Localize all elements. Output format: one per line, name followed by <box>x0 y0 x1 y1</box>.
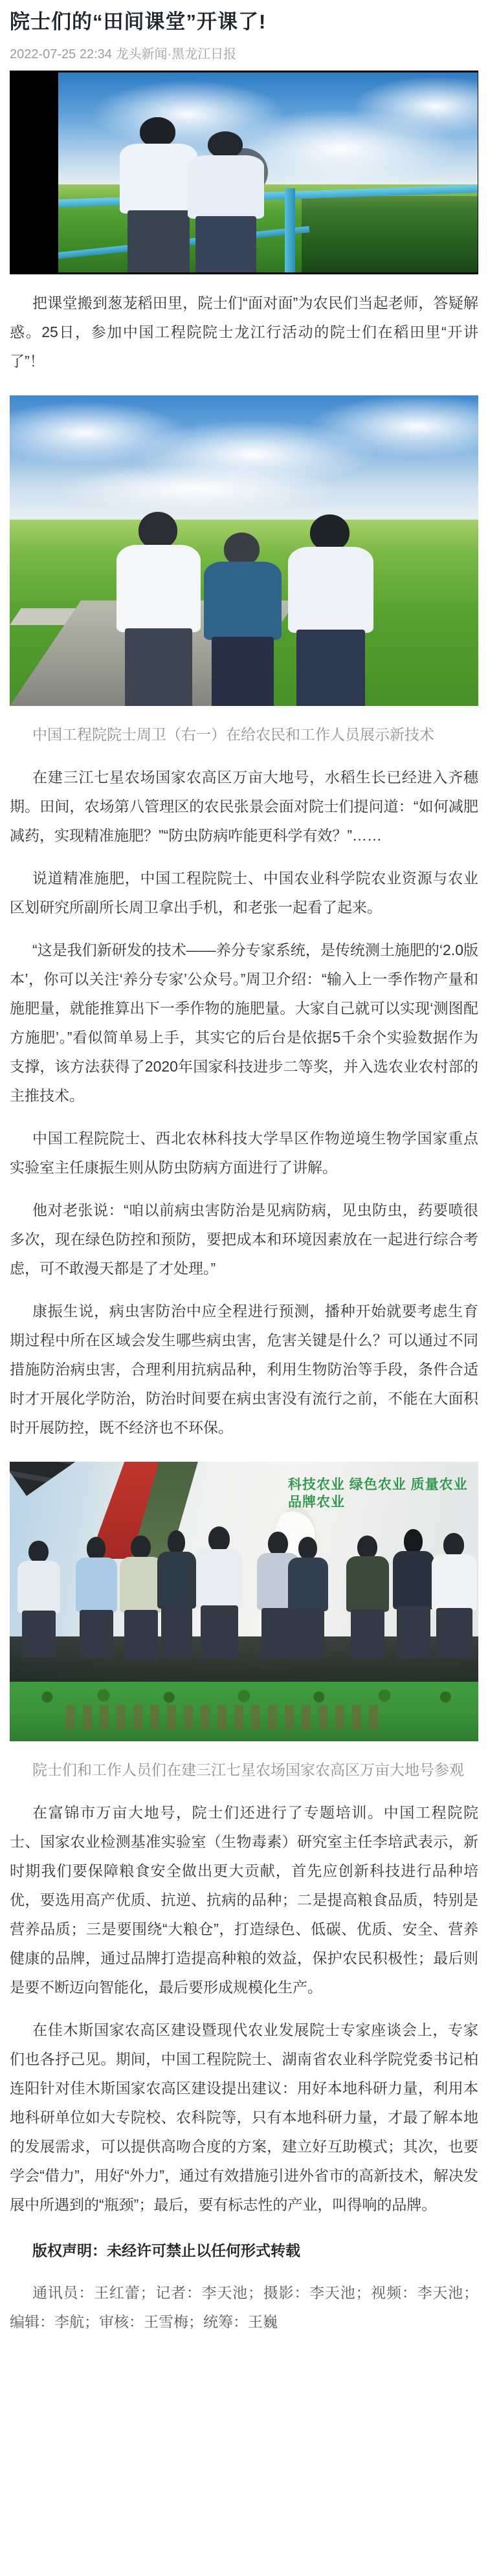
article-title: 院士们的“田间课堂”开课了! <box>10 10 267 33</box>
video-player[interactable] <box>10 71 478 274</box>
article-paragraph: 把课堂搬到葱茏稻田里，院士们“面对面”为农民们当起老师，答疑解惑。25日，参加中国工程院院士龙江行活动的院士们在稻田里“开讲了”！ <box>10 294 478 369</box>
article-paragraph: 在富锦市万亩大地号，院士们还进行了专题培训。中国工程院院士、国家农业检测基准实验室（生物毒素）研究室主任李培武表示，新时期我们要保障粮食安全做出更大贡献，首先应创新科技进行品种培优，要选用高产优质、抗逆、抗病的品种；二是提高粮食品质，特别是营养品质；三是要围绕“大粮仓”，打造绿色、低碳、优质、安全、营养健康的品牌，通过品牌打造提高种粮的效益，保护农民积极性；最后则是要不断迈向智能化，最后要形成规模化生产。 <box>10 1803 478 1996</box>
article-paragraph: 在佳木斯国家农高区建设暨现代农业发展院士专家座谈会上，专家们也各抒己见。期间，中国工程院院士、湖南省农业科学院党委书记柏连阳针对佳木斯国家农高区建设提出建议：用好本地科研力量，利用本地科研单位如大专院校、农科院等，只有本地科研力量，才最了解本地的发展需求，可以提供高吻合度的方案，建立好互助模式；其次，也要学会“借力”，用好“外力”，通过有效措施引进外省市的高新技术，解决发展中所遇到的“瓶颈”；最后，要有标志性的产业，叫得响的品牌。 <box>10 2021 478 2213</box>
exhibition-photo <box>10 1462 478 1741</box>
image-caption: 中国工程院院士周卫（右一）在给农民和工作人员展示新技术 <box>32 725 434 743</box>
article-paragraph: 在建三江七星农场国家农高区万亩大地号，水稻生长已经进入齐穗期。田间，农场第八管理区的农民张景会面对院士们提问道：“如何减肥减药，实现精准施肥？”“防虫防病咋能更科学有效？”…… <box>10 768 478 844</box>
copyright-notice: 版权声明：未经许可禁止以任何形式转载 <box>32 2241 300 2259</box>
article-paragraph: 中国工程院院士、西北农林科技大学旱区作物逆境生物学国家重点实验室主任康振生则从防虫防病方面进行了讲解。 <box>10 1129 478 1176</box>
image-caption: 院士们和工作人员们在建三江七星农场国家农高区万亩大地号参观 <box>32 1761 464 1778</box>
article-paragraph: 他对老张说：“咱以前病虫害防治是见病防病，见虫防虫，药要喷很多次，现在绿色防控和预防，要把成本和环境因素放在一起进行综合考虑，可不敢漫天都是了才处理。” <box>10 1201 478 1277</box>
article-image-exhibition <box>10 1462 478 1741</box>
article-paragraph: 康振生说，病虫害防治中应全程进行预测，播种开始就要考虑生育期过程中所在区域会发生哪些病虫害，危害关键是什么？可以通过不同措施防治病虫害，合理利用抗病品种，利用生物防治等手段，条件合适时才开展化学防治，防治时间要在病虫害没有流行之前，不能在大面积时开展防控，既不经济也不环保。 <box>10 1302 478 1436</box>
article-paragraph: “这是我们新研发的技术——养分专家系统，是传统测土施肥的‘2.0版本’，你可以关注‘养分专家’公众号。”周卫介绍：“输入上一季作物产量和施肥量，就能推算出下一季作物的施肥量。大家自己就可以实现‘测图配方施肥’。”看似简单易上手，其实它的后台是依据5千余个实验数据作为支撑，该方法获得了2020年国家科技进步二等奖，并入选农业农村部的主推技术。 <box>10 941 478 1104</box>
article-paragraph: 说道精准施肥，中国工程院院士、中国农业科学院农业资源与农业区划研究所副所长周卫拿出手机，和老张一起看了起来。 <box>10 869 478 916</box>
video-thumbnail <box>58 72 478 272</box>
article-image-rice-field <box>10 395 478 706</box>
rice-field-photo <box>10 395 478 706</box>
credits-line: 通讯员：王红蕾；记者：李天池；摄影：李天池；视频：李天池；编辑：李航；审核：王雪梅；统筹：王巍 <box>10 2284 478 2330</box>
article-meta: 2022-07-25 22:34 龙头新闻·黑龙江日报 <box>10 47 237 61</box>
image-wall-slogan: 科技农业 绿色农业 质量农业 品牌农业 <box>288 1477 468 1510</box>
